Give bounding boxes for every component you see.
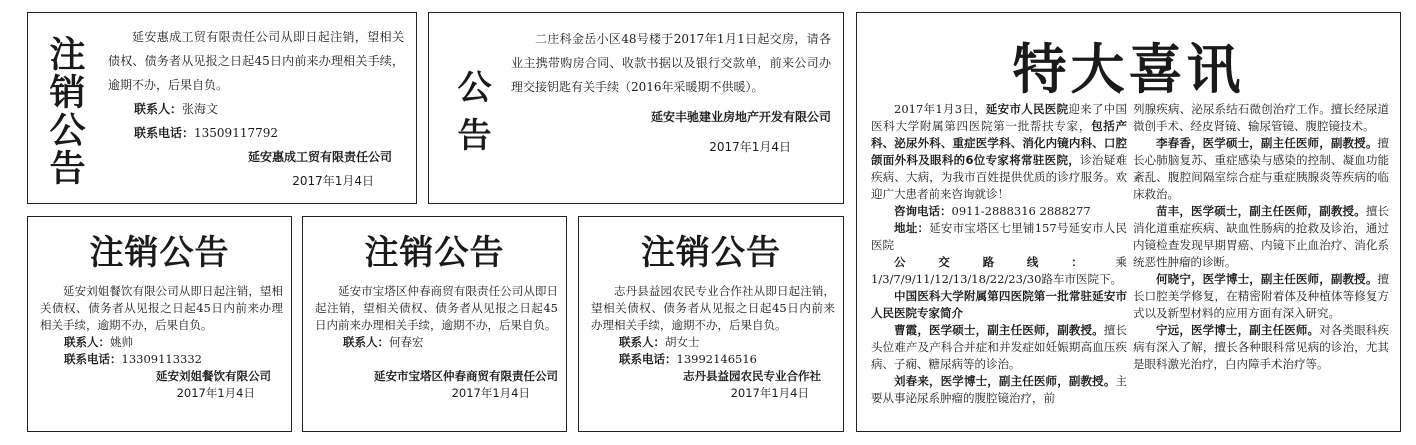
consult-phone: 咨询电话：0911-2888316 2888277 [894,204,1091,218]
announcement-column-left [871,101,1127,407]
notice-body: 延安市宝塔区仲春商贸有限责任公司从即日起注销，望相关债权、债务者从见报之日起45日内前来办理相关手续，逾期不办，后果自负。 [315,284,558,332]
notice-title: 注销公告 [641,233,781,273]
notice-box-huicheng [27,12,417,204]
notice-title: 公告 [451,69,491,165]
expert-ningyuan: 宁远，医学博士，副主任医师。对各类眼科疾病有深入了解，擅长各种眼科常见病的诊治，尤其是眼科激光治疗，白内障手术治疗等。 [1133,323,1390,371]
expert-liuchunlai: 刘春来，医学博士，副主任医师，副教授。主要从事泌尿系肿瘤的腹腔镜治疗，前 [871,374,1127,405]
announcement-column-right [1133,101,1389,373]
notice-signer: 延安市宝塔区仲春商贸有限责任公司 [374,369,558,383]
expert-lichunxiang: 李春香，医学硕士，副主任医师，副教授。擅长心肺脑复苏、重症感染与感染的控制、凝血功能紊乱、腹腔间隔室综合症与重症胰腺炎等疾病的临床救治。 [1133,136,1389,201]
notice-date: 2017年1月4日 [176,386,255,400]
notice-date: 2017年1月4日 [730,386,809,400]
notice-body: 二庄科金岳小区48号楼于2017年1月1日起交房，请各业主携带购房合同、收款书据以及银行交款单，前来公司办理交接钥匙有关手续（2016年采暖期不供暖）。 [511,32,831,94]
experts-heading: 中国医科大学附属第四医院第一批常驻延安市人民医院专家简介 [871,289,1127,320]
notice-box-fengchi [428,12,844,204]
notice-box-zhongchun [302,216,567,432]
expert-hexiaoning: 何晓宁，医学博士，副主任医师，副教授。擅长口腔美学修复，在精密附着体及种植体等修复方式以及新型材料的应用方面有深入研究。 [1133,272,1389,320]
notice-body: 延安刘姐餐饮有限公司从即日起注销，望相关债权、债务者从见报之日起45日内前来办理相关手续，逾期不办，后果自负。 [40,284,283,332]
notice-date: 2017年1月4日 [709,140,791,154]
notice-box-yiyuan [578,216,844,432]
notice-body: 志丹县益园农民专业合作社从即日起注销，望相关债权、债务者从见报之日起45日内前来办理相关手续，逾期不办，后果自负。 [591,284,835,332]
intro-paragraph: 2017年1月3日，延安市人民医院迎来了中国医科大学附属第四医院第一批帮扶专家，包括产科、泌尿外科、重症医学科、消化内镜内科、口腔颌面外科及眼科的6位专家将常驻医院，诊治疑难疾病、大病，为我市百姓提供优质的诊疗服务。欢迎广大患者前来咨询就诊！ [871,102,1128,201]
expert-miaofeng: 苗丰，医学硕士，副主任医师，副教授。擅长消化道重症疾病、缺血性肠病的抢救及诊治，通过内镜检查发现早期胃癌、内镜下止血治疗、消化系统恶性肿瘤的诊断。 [1133,204,1390,269]
contact-line: 联系人：胡女士 [619,335,700,349]
notice-date: 2017年1月4日 [292,174,374,188]
notice-title: 注销公告 [44,35,85,187]
expert-liuchunlai-cont: 列腺疾病、泌尿系结石微创治疗工作。擅长经尿道微创手术、经皮肾镜、输尿管镜、腹腔镜技术。 [1133,102,1389,133]
notice-title: 注销公告 [364,233,505,273]
notice-title: 注销公告 [89,233,230,273]
announcement-title: 特大喜讯 [1012,37,1245,101]
bus-route: 公交路线：乘1/3/7/9/11/12/13/18/22/23/30路车市医院下。 [871,255,1127,286]
contact-line: 联系人：姚帅 [64,335,133,349]
notice-signer: 延安刘姐餐饮有限公司 [156,369,271,383]
expert-caoxia: 曹霞，医学硕士，副主任医师，副教授。擅长头位难产及产科合并症和并发症如妊娠期高血压疾病、子痫、糖尿病等的诊治。 [871,323,1128,371]
notice-box-liujie [27,216,292,432]
contact-line: 联系人：张海文 [134,102,219,116]
notice-signer: 延安惠成工贸有限责任公司 [247,150,392,164]
address-line: 地址：延安市宝塔区七里铺157号延安市人民医院 [871,221,1128,252]
notice-signer: 延安丰驰建业房地产开发有限公司 [650,110,831,124]
phone-line: 联系电话：13509117792 [134,126,278,140]
notice-date: 2017年1月4日 [451,386,530,400]
notice-body: 延安惠成工贸有限责任公司从即日起注销，望相关债权、债务者从见报之日起45日内前来办理相关手续，逾期不办，后果自负。 [108,30,404,92]
phone-line: 联系电话：13309113332 [64,352,202,366]
notice-signer: 志丹县益园农民专业合作社 [683,369,821,383]
contact-line: 联系人：何春宏 [343,335,424,349]
phone-line: 联系电话：13992146516 [619,352,757,366]
announcement-box-hospital [856,12,1401,432]
